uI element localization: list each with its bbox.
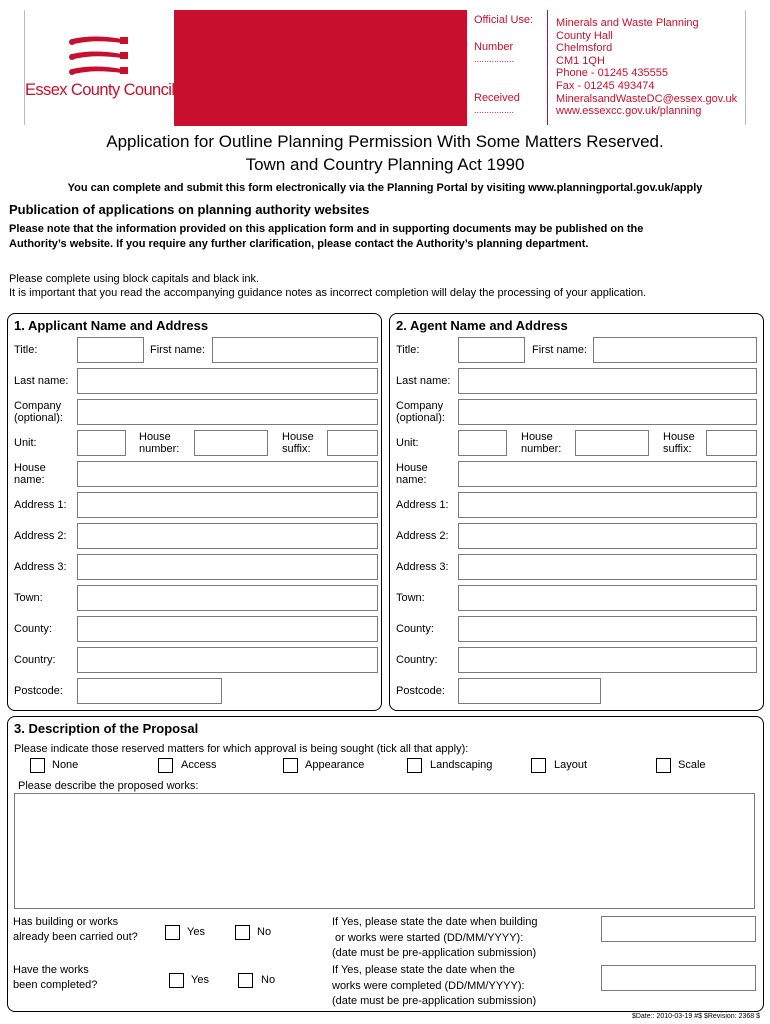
address2-label: Address 2: <box>14 530 67 542</box>
last-name-field[interactable] <box>458 368 757 394</box>
house-name-field[interactable] <box>77 461 378 487</box>
country-label: Country: <box>14 654 56 666</box>
header-red-block <box>174 10 467 126</box>
none-label: None <box>52 759 79 771</box>
received-label: Received <box>474 91 520 104</box>
house-name-label-line1: House <box>14 462 46 474</box>
title-field[interactable] <box>458 337 525 363</box>
house-number-label <box>139 431 179 455</box>
works-completed-no-label: No <box>261 974 276 986</box>
postcode-field[interactable] <box>458 678 601 704</box>
scale-checkbox[interactable] <box>656 758 671 773</box>
works-started-no-checkbox[interactable] <box>235 925 250 940</box>
publication-heading: Publication of applications on planning authority websites <box>9 202 370 217</box>
first-name-label: First name: <box>532 344 588 356</box>
address2-field[interactable] <box>458 523 757 549</box>
completion-date-prompt-line2: works were completed (DD/MM/YYYY): <box>332 979 525 992</box>
address-line: Chelmsford <box>556 42 613 55</box>
country-field[interactable] <box>458 647 757 673</box>
postcode-label: Postcode: <box>14 685 63 697</box>
address1-label: Address 1: <box>396 499 449 511</box>
works-started-yes-checkbox[interactable] <box>165 925 180 940</box>
house-number-label-line1: House <box>139 431 171 443</box>
house-name-label <box>14 462 46 486</box>
county-field[interactable] <box>458 616 757 642</box>
house-suffix-label-line1: House <box>282 431 314 443</box>
start-date-prompt-line1: If Yes, please state the date when building <box>332 916 538 928</box>
company-label-line2: (optional): <box>14 412 63 424</box>
access-label: Access <box>181 759 217 771</box>
applicant-section <box>7 313 382 711</box>
works-started-question-line2: already been carried out? <box>13 931 138 943</box>
house-suffix-field[interactable] <box>706 430 757 456</box>
country-label: Country: <box>396 654 438 666</box>
address3-label: Address 3: <box>14 561 67 573</box>
postcode-label: Postcode: <box>396 685 445 697</box>
start-date-prompt <box>332 915 538 962</box>
house-suffix-label <box>282 431 314 455</box>
address1-field[interactable] <box>458 492 757 518</box>
address2-field[interactable] <box>77 523 378 549</box>
company-field[interactable] <box>77 399 378 425</box>
works-completed-question-line2: been completed? <box>13 979 98 991</box>
town-label: Town: <box>396 592 425 604</box>
matters-prompt: Please indicate those reserved matters for which approval is being sought (tick all that apply): <box>14 743 469 755</box>
applicant-heading: 1. Applicant Name and Address <box>14 318 209 333</box>
form-title <box>0 130 770 176</box>
unit-label: Unit: <box>396 437 419 449</box>
authority-address <box>556 17 766 118</box>
house-number-field[interactable] <box>194 430 268 456</box>
works-completed-question <box>13 963 97 993</box>
address2-label: Address 2: <box>396 530 449 542</box>
house-name-field[interactable] <box>458 461 757 487</box>
works-started-question <box>13 915 138 945</box>
county-label: County: <box>396 623 434 635</box>
instructions-line2: It is important that you read the accompanying guidance notes as incorrect completion will delay the processing of your application. <box>9 287 647 299</box>
last-name-label: Last name: <box>14 375 69 387</box>
official-use-panel <box>474 14 544 117</box>
first-name-field[interactable] <box>593 337 757 363</box>
instructions-line1: Please complete using block capitals and black ink. <box>9 273 260 285</box>
appearance-label: Appearance <box>305 759 365 771</box>
address-line: CM1 1QH <box>556 54 605 67</box>
completion-date-field[interactable] <box>601 965 756 991</box>
address-line: Fax - 01245 493474 <box>556 79 655 92</box>
works-completed-yes-label: Yes <box>191 974 209 986</box>
title-label: Title: <box>14 344 38 356</box>
house-number-label <box>521 431 561 455</box>
house-suffix-label-line2: suffix: <box>663 443 692 455</box>
works-started-question-line1: Has building or works <box>13 916 119 928</box>
works-completed-question-line1: Have the works <box>13 964 89 976</box>
unit-field[interactable] <box>77 430 126 456</box>
website-link[interactable]: www.essexcc.gov.uk/planning <box>556 105 702 118</box>
company-label-line1: Company <box>396 400 444 412</box>
address3-label: Address 3: <box>396 561 449 573</box>
header-divider-mid <box>547 10 548 125</box>
house-number-label-line2: number: <box>521 443 562 455</box>
none-checkbox[interactable] <box>30 758 45 773</box>
landscaping-checkbox[interactable] <box>407 758 422 773</box>
council-logo <box>64 34 130 84</box>
describe-prompt: Please describe the proposed works: <box>18 780 199 792</box>
town-label: Town: <box>14 592 43 604</box>
start-date-field[interactable] <box>601 916 756 942</box>
last-name-label: Last name: <box>396 375 451 387</box>
completion-date-prompt-line3: (date must be pre-application submission) <box>332 995 537 1007</box>
completion-date-prompt <box>332 963 536 1010</box>
title-label: Title: <box>396 344 420 356</box>
publication-note-line2: Authority’s website. If you require any further clarification, please contact the Authority’s planning department. <box>9 238 589 250</box>
number-dots: ................ <box>474 54 515 65</box>
address-line: County Hall <box>556 29 613 42</box>
three-seaxes-icon <box>64 34 130 84</box>
layout-label: Layout <box>554 759 588 771</box>
works-completed-yes-checkbox[interactable] <box>169 973 184 988</box>
number-label: Number <box>474 40 514 53</box>
received-dots: ................ <box>474 105 515 116</box>
access-checkbox[interactable] <box>158 758 173 773</box>
house-name-label-line1: House <box>396 462 428 474</box>
revision-footer: $Date:: 2010-03-19 #$ $Revision: 2368 $ <box>631 1013 760 1020</box>
house-name-label-line2: name: <box>396 474 427 486</box>
publication-note-line1: Please note that the information provided on this application form and in supporting documents may be published on the <box>9 223 644 235</box>
official-use-label: Official Use: <box>474 14 534 26</box>
town-field[interactable] <box>458 585 757 611</box>
address3-field[interactable] <box>458 554 757 580</box>
start-date-prompt-line2: or works were started (DD/MM/YYYY): <box>335 931 524 944</box>
last-name-field[interactable] <box>77 368 378 394</box>
scale-label: Scale <box>678 759 706 771</box>
email-link[interactable]: MineralsandWasteDC@essex.gov.uk <box>556 92 738 105</box>
house-suffix-label-line1: House <box>663 431 695 443</box>
appearance-checkbox[interactable] <box>283 758 298 773</box>
company-label <box>396 400 445 424</box>
council-name: Essex County Council <box>25 81 175 99</box>
works-completed-no-checkbox[interactable] <box>238 973 253 988</box>
company-label-line2: (optional): <box>396 412 445 424</box>
address1-field[interactable] <box>77 492 378 518</box>
header-divider-left <box>24 10 25 125</box>
first-name-field[interactable] <box>212 337 378 363</box>
title-field[interactable] <box>77 337 144 363</box>
company-label-line1: Company <box>14 400 62 412</box>
house-name-label <box>396 462 428 486</box>
postcode-field[interactable] <box>77 678 222 704</box>
town-field[interactable] <box>77 585 378 611</box>
proposal-section <box>7 716 764 1012</box>
first-name-label: First name: <box>150 344 206 356</box>
unit-field[interactable] <box>458 430 507 456</box>
address3-field[interactable] <box>77 554 378 580</box>
company-label <box>14 400 63 424</box>
planning-portal-note: You can complete and submit this form electronically via the Planning Portal by visiting www.planningportal.gov.uk/apply <box>67 182 703 194</box>
agent-heading: 2. Agent Name and Address <box>396 318 568 333</box>
completion-date-prompt-line1: If Yes, please state the date when the <box>332 964 515 976</box>
house-suffix-label <box>663 431 695 455</box>
house-name-label-line2: name: <box>14 474 45 486</box>
country-field[interactable] <box>77 647 378 673</box>
proposal-heading: 3. Description of the Proposal <box>14 721 199 736</box>
address-line: Minerals and Waste Planning <box>556 17 699 29</box>
form-title-line1: Application for Outline Planning Permission With Some Matters Reserved. <box>106 132 664 151</box>
house-number-label-line1: House <box>521 431 553 443</box>
unit-label: Unit: <box>14 437 37 449</box>
county-field[interactable] <box>77 616 378 642</box>
house-suffix-label-line2: suffix: <box>282 443 311 455</box>
landscaping-label: Landscaping <box>430 759 493 771</box>
header-divider-right <box>745 10 746 125</box>
house-number-label-line2: number: <box>139 443 180 455</box>
address1-label: Address 1: <box>14 499 67 511</box>
county-label: County: <box>14 623 52 635</box>
works-started-yes-label: Yes <box>187 926 205 938</box>
works-started-no-label: No <box>257 926 272 938</box>
house-suffix-field[interactable] <box>327 430 378 456</box>
address-line: Phone - 01245 435555 <box>556 67 668 80</box>
house-number-field[interactable] <box>575 430 649 456</box>
proposed-works-textarea[interactable] <box>14 793 755 909</box>
company-field[interactable] <box>458 399 757 425</box>
instructions <box>9 272 646 300</box>
start-date-prompt-line3: (date must be pre-application submission) <box>332 947 537 959</box>
agent-section <box>389 313 764 711</box>
form-title-line2: Town and Country Planning Act 1990 <box>245 155 525 174</box>
publication-note <box>9 222 643 252</box>
layout-checkbox[interactable] <box>531 758 546 773</box>
